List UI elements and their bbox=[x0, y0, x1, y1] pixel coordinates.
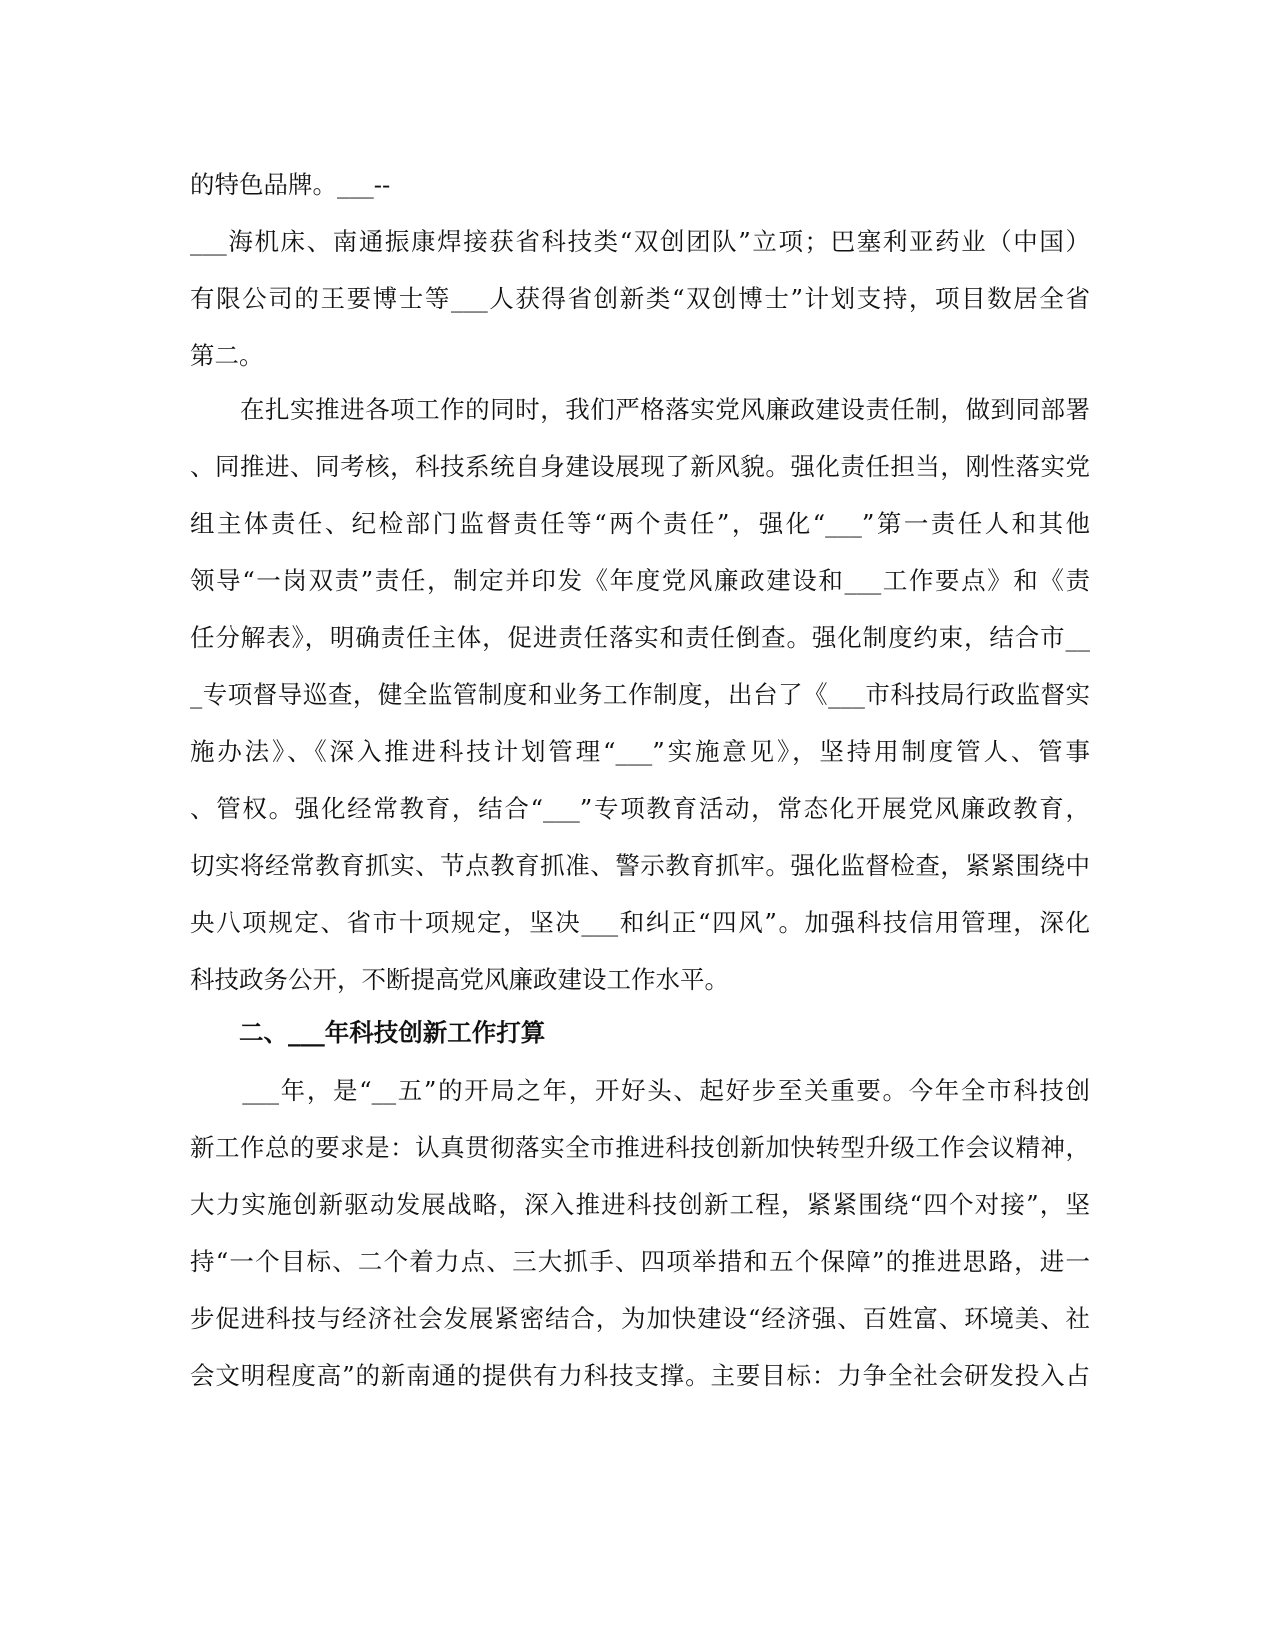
text-line: 任分解表》，明确责任主体，促进责任落实和责任倒查。强化制度约束，结合市__ bbox=[190, 623, 1090, 652]
paragraph-plan bbox=[190, 1062, 1090, 1404]
text-line: _专项督导巡查，健全监管制度和业务工作制度，出台了《___市科技局行政监督实 bbox=[190, 680, 1090, 709]
text-line: 组主体责任、纪检部门监督责任等“两个责任”，强化“___”第一责任人和其他 bbox=[190, 509, 1090, 538]
text-line: 的特色品牌。___-- bbox=[190, 170, 391, 199]
text-line: 、管权。强化经常教育，结合“___”专项教育活动，常态化开展党风廉政教育， bbox=[190, 794, 1090, 823]
text-line: 大力实施创新驱动发展战略，深入推进科技创新工程，紧紧围绕“四个对接”，坚 bbox=[190, 1190, 1090, 1219]
text-line: ___海机床、南通振康焊接获省科技类“双创团队”立项；巴塞利亚药业（中国） bbox=[190, 227, 1090, 256]
text-line: 在扎实推进各项工作的同时，我们严格落实党风廉政建设责任制，做到同部署 bbox=[190, 395, 1090, 424]
heading-text: 二、___年科技创新工作打算 bbox=[190, 1018, 546, 1047]
paragraph-continued bbox=[190, 156, 1090, 384]
text-line: ___年，是“__五”的开局之年，开好头、起好步至关重要。今年全市科技创 bbox=[190, 1076, 1090, 1105]
paragraph-party-conduct bbox=[190, 381, 1090, 1008]
text-line: 、同推进、同考核，科技系统自身建设展现了新风貌。强化责任担当，刚性落实党 bbox=[190, 452, 1090, 481]
text-line: 科技政务公开，不断提高党风廉政建设工作水平。 bbox=[190, 965, 729, 994]
section-heading bbox=[190, 1004, 1090, 1061]
text-line: 持“一个目标、二个着力点、三大抓手、四项举措和五个保障”的推进思路，进一 bbox=[190, 1247, 1090, 1276]
text-line: 会文明程度高”的新南通的提供有力科技支撑。主要目标：力争全社会研发投入占 bbox=[190, 1361, 1090, 1390]
text-line: 有限公司的王要博士等___人获得省创新类“双创博士”计划支持，项目数居全省 bbox=[190, 284, 1090, 313]
text-line: 切实将经常教育抓实、节点教育抓准、警示教育抓牢。强化监督检查，紧紧围绕中 bbox=[190, 851, 1090, 880]
text-line: 央八项规定、省市十项规定，坚决___和纠正“四风”。加强科技信用管理，深化 bbox=[190, 908, 1090, 937]
text-line: 步促进科技与经济社会发展紧密结合，为加快建设“经济强、百姓富、环境美、社 bbox=[190, 1304, 1090, 1333]
text-line: 领导“一岗双责”责任，制定并印发《年度党风廉政建设和___工作要点》和《责 bbox=[190, 566, 1090, 595]
text-line: 第二。 bbox=[190, 341, 264, 370]
text-line: 新工作总的要求是：认真贯彻落实全市推进科技创新加快转型升级工作会议精神， bbox=[190, 1133, 1090, 1162]
text-line: 施办法》、《深入推进科技计划管理“___”实施意见》，坚持用制度管人、管事 bbox=[190, 737, 1090, 766]
